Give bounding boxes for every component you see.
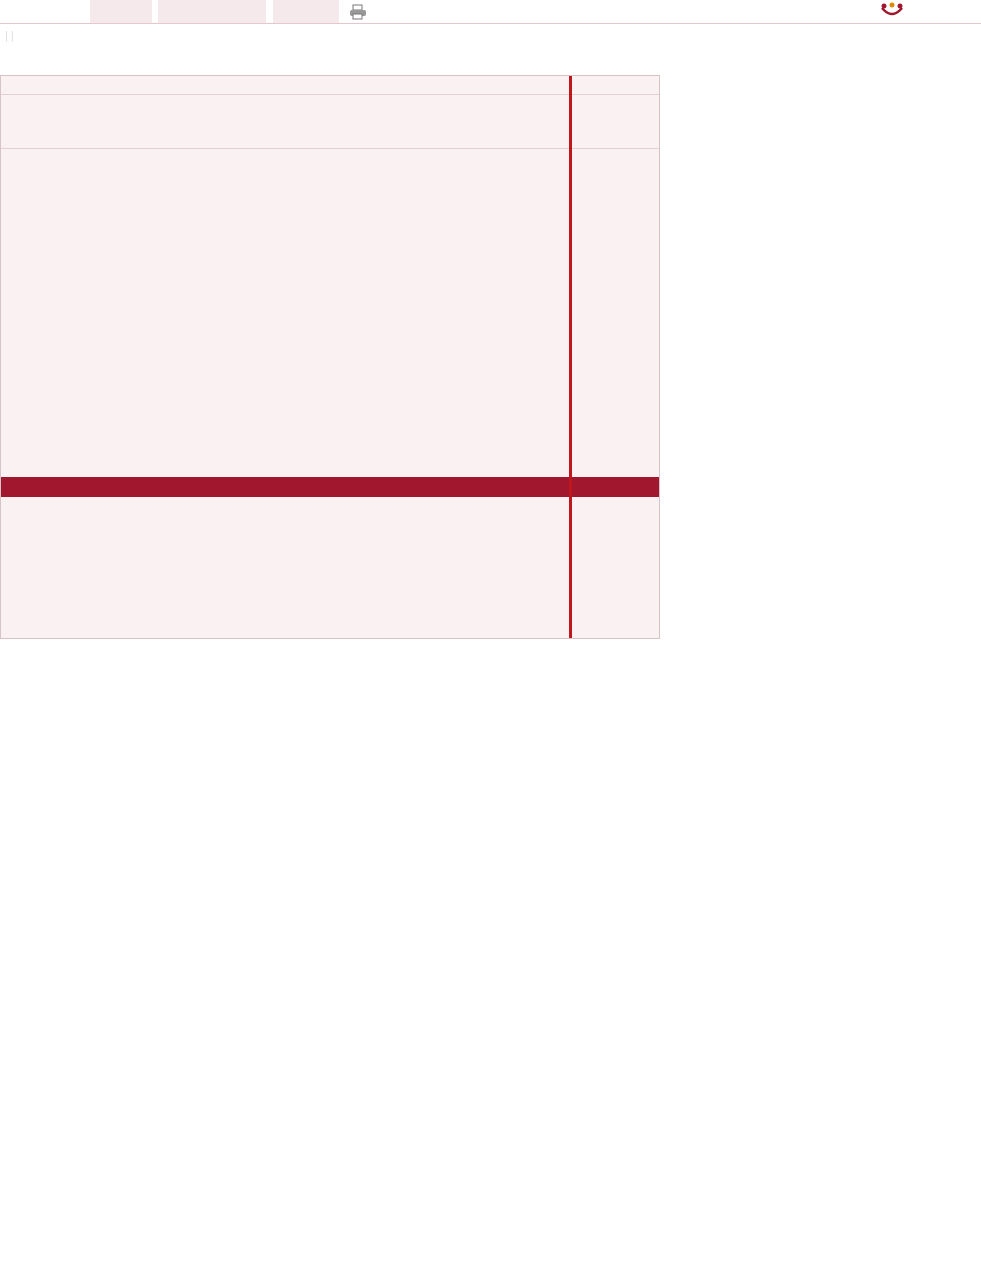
today-marker (569, 76, 572, 639)
tab-statistics[interactable] (273, 0, 339, 23)
cycle-day-row (1, 477, 659, 497)
temperature-graph (1, 76, 660, 639)
user-name (0, 0, 85, 23)
print-icon[interactable] (349, 4, 367, 20)
cycle-nav[interactable] (90, 0, 152, 23)
tab-cycle-overview[interactable] (158, 0, 266, 23)
kurvenreich-logo-icon[interactable] (880, 2, 904, 20)
settings-line: | | (5, 30, 14, 42)
top-bar (0, 0, 981, 24)
cycle-chart (0, 75, 660, 639)
